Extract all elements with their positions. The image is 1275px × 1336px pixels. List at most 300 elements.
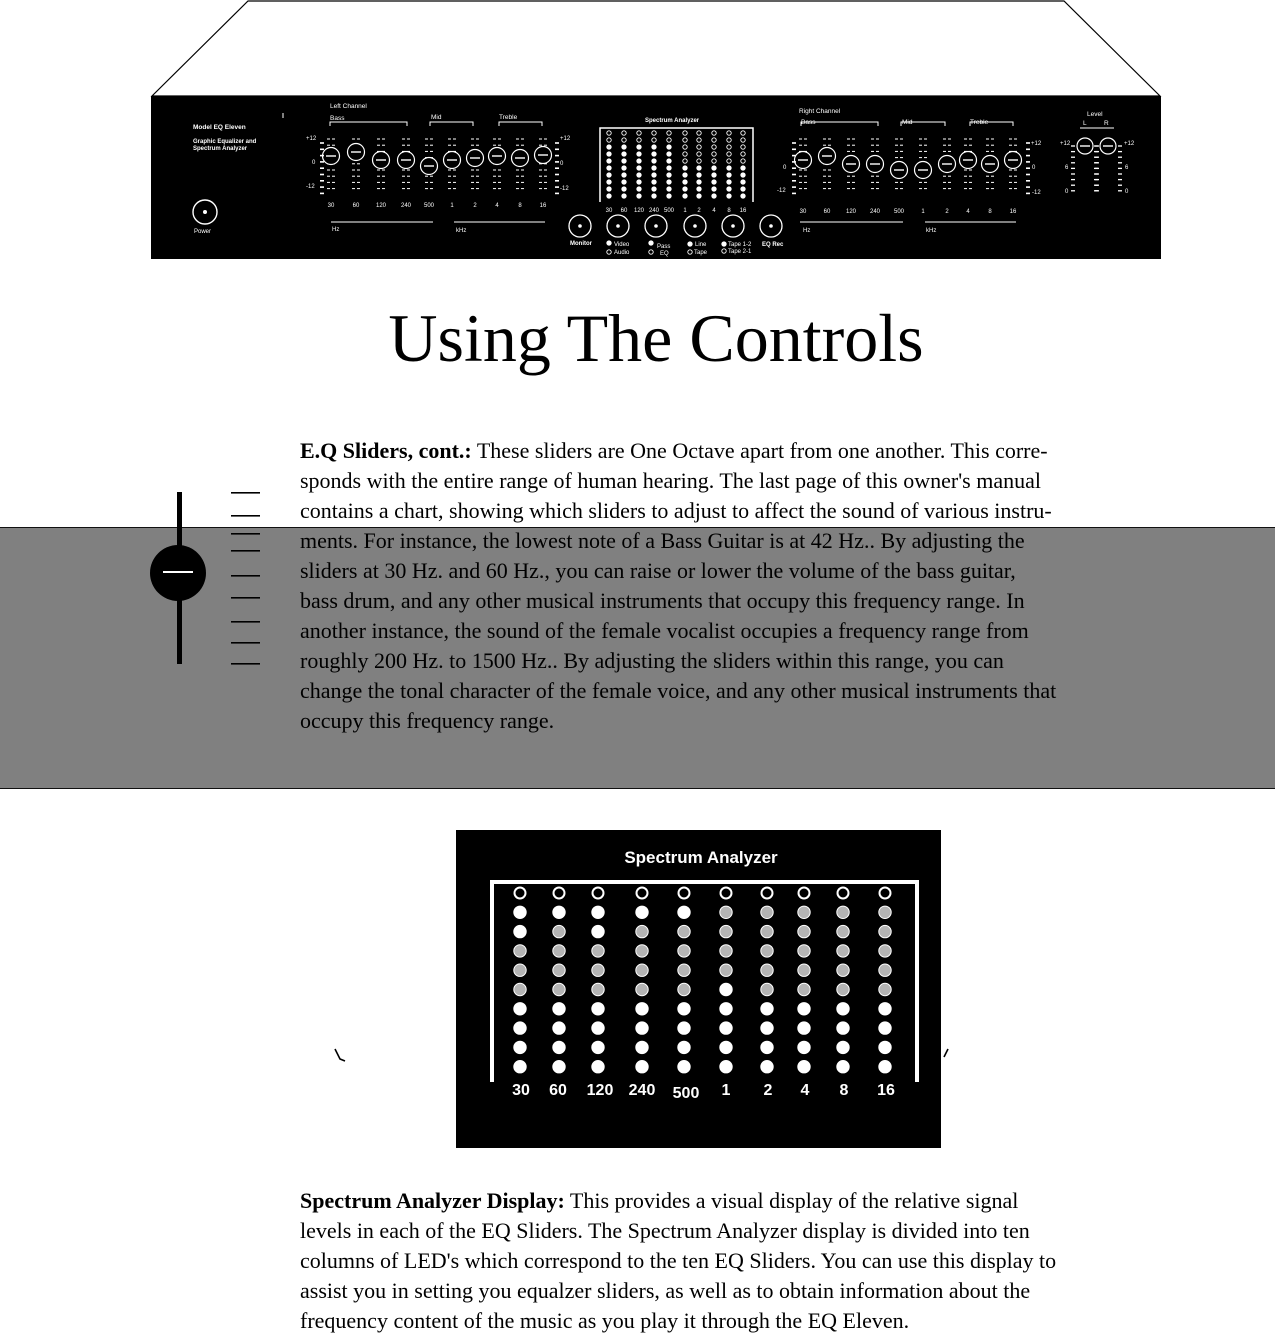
mini-led: [712, 180, 716, 184]
led-col2-row1: [554, 888, 565, 899]
eq-line-5: sliders at 30 Hz. and 60 Hz., you can raise or lower the volume of the bass guitar,: [300, 558, 1016, 583]
mini-led: [607, 187, 611, 191]
left-freq-label: 4: [495, 203, 499, 209]
mini-led: [667, 152, 671, 156]
mini-led: [667, 180, 671, 184]
subtitle-line-2: Spectrum Analyzer: [193, 146, 248, 152]
eq-line-2: sponds with the entire range of human hearing. The last page of this owner's manual: [300, 468, 1041, 493]
led-col8-row5: [798, 964, 810, 976]
led-col7-row4: [761, 945, 773, 957]
mini-led: [667, 159, 671, 163]
right-freq-label: 2: [945, 209, 949, 215]
mini-led: [697, 187, 701, 191]
led-col1-row8: [514, 1022, 526, 1034]
monitor-button-dot: [578, 224, 582, 228]
led-col5-row3: [678, 925, 690, 937]
mini-led: [637, 152, 641, 156]
led-col10-row10: [879, 1061, 891, 1073]
mini-led: [607, 180, 611, 184]
left-accent-mark: [335, 1049, 345, 1061]
eq-line-10: occupy this frequency range.: [300, 708, 555, 733]
led-col4-row9: [636, 1041, 648, 1053]
mini-led: [607, 152, 611, 156]
power-label: Power: [194, 229, 212, 235]
eq-label: EQ: [660, 251, 669, 257]
led-col8-row8: [798, 1022, 810, 1034]
led-col10-row6: [879, 983, 891, 995]
mini-led: [667, 173, 671, 177]
led-col4-row8: [636, 1022, 648, 1034]
led-col7-row7: [761, 1003, 773, 1015]
spectrum-heading: Spectrum Analyzer Display:: [300, 1188, 565, 1213]
led-col9-row9: [837, 1041, 849, 1053]
mini-led: [667, 166, 671, 170]
indicator-led: [688, 242, 692, 246]
level-scale-zero-l: 0: [1065, 189, 1069, 195]
right-accent-mark: [944, 1049, 948, 1057]
mini-led: [607, 166, 611, 170]
right-hz-label: Hz: [803, 228, 811, 234]
power-button-dot: [203, 210, 207, 214]
mini-freq-label: 8: [727, 208, 731, 214]
led-col4-row10: [636, 1061, 648, 1073]
analyzer-freq-label-2: 60: [549, 1082, 567, 1099]
right-freq-label: 30: [799, 209, 807, 215]
led-col5-row8: [678, 1022, 690, 1034]
mini-led: [607, 145, 611, 149]
led-col7-row6: [761, 983, 773, 995]
left-bass-label: Bass: [330, 115, 345, 122]
led-col8-row2: [798, 906, 810, 918]
analyzer-mini-title: Spectrum Analyzer: [645, 118, 700, 124]
slider-scale-tick: [231, 621, 260, 623]
led-col1-row2: [514, 906, 526, 918]
tape12-label: Tape 1-2: [728, 242, 752, 248]
led-col6-row5: [720, 964, 732, 976]
mini-led: [712, 187, 716, 191]
led-col6-row10: [720, 1061, 732, 1073]
led-col4-row3: [636, 925, 648, 937]
level-scale-zero-r: 0: [1125, 189, 1129, 195]
led-col4-row5: [636, 964, 648, 976]
left-hz-label: Hz: [332, 227, 340, 233]
left-khz-label: kHz: [456, 228, 467, 234]
led-col3-row5: [592, 964, 604, 976]
eq-line-8: roughly 200 Hz. to 1500 Hz.. By adjusting the sliders within this range, you can: [300, 648, 1004, 673]
led-col10-row1: [880, 888, 891, 899]
led-col8-row10: [798, 1061, 810, 1073]
level-scale-six-l: 6: [1065, 165, 1069, 171]
device-top-outline: [152, 1, 1160, 96]
left-freq-label: 1: [450, 203, 454, 209]
mini-led: [652, 166, 656, 170]
left-freq-label: 2: [473, 203, 477, 209]
left-freq-label: 60: [352, 203, 360, 209]
mini-led: [652, 145, 656, 149]
right-freq-label: 4: [966, 209, 970, 215]
indicator-led: [607, 241, 611, 245]
mini-led: [683, 166, 687, 170]
right-mid-label: Mid: [902, 119, 913, 126]
eq-line-4: ments. For instance, the lowest note of a Bass Guitar is at 42 Hz.. By adjusting the: [300, 528, 1025, 553]
analyzer-freq-label-9: 8: [839, 1082, 849, 1099]
mini-freq-label: 500: [663, 208, 675, 214]
left-freq-label: 30: [327, 203, 335, 209]
mini-led: [727, 166, 731, 170]
right-bass-label: Bass: [801, 119, 816, 126]
led-col2-row7: [553, 1003, 565, 1015]
mini-led: [607, 159, 611, 163]
mini-led: [712, 194, 716, 198]
led-col9-row4: [837, 945, 849, 957]
mini-led: [637, 194, 641, 198]
analyzer-freq-label-10: 16: [877, 1082, 895, 1099]
slider-scale-tick: [231, 492, 260, 494]
mini-led: [622, 159, 626, 163]
led-col6-row4: [720, 945, 732, 957]
eq-line-6: bass drum, and any other musical instruments that occupy this frequency range. In: [300, 588, 1025, 613]
right-freq-label: 120: [845, 209, 857, 215]
led-col10-row4: [879, 945, 891, 957]
mini-led: [652, 159, 656, 163]
mini-led: [697, 173, 701, 177]
led-col9-row2: [837, 906, 849, 918]
mini-led: [652, 152, 656, 156]
analyzer-title: Spectrum Analyzer: [624, 848, 778, 867]
mini-led: [683, 194, 687, 198]
mini-led: [652, 187, 656, 191]
led-col5-row1: [679, 888, 690, 899]
led-col1-row4: [514, 945, 526, 957]
mini-freq-label: 30: [605, 208, 613, 214]
led-col5-row6: [678, 983, 690, 995]
right-freq-label: 240: [869, 209, 881, 215]
led-col3-row10: [592, 1061, 604, 1073]
led-col1-row7: [514, 1003, 526, 1015]
analyzer-freq-label-5: 500: [672, 1085, 700, 1102]
mini-led: [652, 180, 656, 184]
led-col3-row1: [593, 888, 604, 899]
sa-line-1: This provides a visual display of the relative signal: [564, 1188, 1019, 1213]
led-col7-row8: [761, 1022, 773, 1034]
left-freq-label: 8: [518, 203, 522, 209]
led-col6-row7: [720, 1003, 732, 1015]
slider-scale-tick: [231, 575, 260, 577]
page-title: Using The Controls: [388, 300, 924, 376]
eq-rec-button-dot: [769, 224, 773, 228]
led-col8-row7: [798, 1003, 810, 1015]
indicator-led: [649, 241, 653, 245]
right-freq-label: 1: [921, 209, 925, 215]
level-l-label: L: [1083, 120, 1087, 127]
spectrum-paragraph: [300, 1186, 1168, 1336]
mini-freq-label: 240: [648, 208, 660, 214]
analyzer-freq-label-1: 30: [512, 1082, 530, 1099]
led-col1-row6: [514, 983, 526, 995]
led-col7-row9: [761, 1041, 773, 1053]
mini-led: [667, 145, 671, 149]
mini-led: [607, 194, 611, 198]
left-scale-zero-r: 0: [560, 161, 564, 167]
led-col10-row5: [879, 964, 891, 976]
slider-knob-line: [163, 571, 193, 573]
led-col2-row3: [553, 925, 565, 937]
led-col9-row5: [837, 964, 849, 976]
slider-scale-tick: [231, 642, 260, 644]
mini-led: [727, 187, 731, 191]
led-col3-row6: [592, 983, 604, 995]
mini-freq-label: 16: [739, 208, 747, 214]
analyzer-freq-label-8: 4: [800, 1082, 810, 1099]
eq-line-1: These sliders are One Octave apart from one another. This corre-: [471, 438, 1048, 463]
mini-led: [667, 194, 671, 198]
led-col1-row10: [514, 1061, 526, 1073]
mini-led: [637, 173, 641, 177]
mini-led: [637, 145, 641, 149]
led-col1-row3: [514, 925, 526, 937]
led-col5-row7: [678, 1003, 690, 1015]
spectrum-analyzer-display: [300, 825, 960, 1155]
led-col5-row10: [678, 1061, 690, 1073]
line-tape-button-dot: [693, 224, 697, 228]
left-freq-label: 16: [539, 203, 547, 209]
slider-scale-tick: [231, 515, 260, 517]
mini-led: [622, 180, 626, 184]
led-col5-row4: [678, 945, 690, 957]
led-col4-row1: [637, 888, 648, 899]
led-col9-row10: [837, 1061, 849, 1073]
right-freq-label: 60: [823, 209, 831, 215]
led-col2-row9: [553, 1041, 565, 1053]
right-freq-label: 16: [1009, 209, 1017, 215]
led-col4-row6: [636, 983, 648, 995]
led-col9-row8: [837, 1022, 849, 1034]
sa-line-2: levels in each of the EQ Sliders. The Spectrum Analyzer display is divided into ten: [300, 1218, 1030, 1243]
led-col7-row10: [761, 1061, 773, 1073]
mini-freq-label: 120: [633, 208, 645, 214]
analyzer-freq-label-3: 120: [586, 1082, 614, 1099]
mini-led: [607, 173, 611, 177]
right-freq-label: 500: [893, 209, 905, 215]
mini-led: [622, 152, 626, 156]
left-scale-plus-r: +12: [560, 136, 571, 142]
led-col10-row7: [879, 1003, 891, 1015]
left-scale-minus: -12: [306, 184, 315, 190]
mini-freq-label: 4: [712, 208, 716, 214]
subtitle-line-1: Graphic Equalizer and: [193, 139, 257, 145]
led-col5-row2: [678, 906, 690, 918]
slider-scale-tick: [231, 533, 260, 535]
sa-line-3: columns of LED's which correspond to the ten EQ Sliders. You can use this display to: [300, 1248, 1057, 1273]
led-col6-row9: [720, 1041, 732, 1053]
mini-freq-label: 1: [683, 208, 687, 214]
led-col3-row4: [592, 945, 604, 957]
mini-led: [637, 180, 641, 184]
right-scale-zero-r: 0: [1032, 165, 1036, 171]
mini-led: [697, 180, 701, 184]
eq-line-9: change the tonal character of the female voice, and any other musical instruments that: [300, 678, 1057, 703]
led-col9-row6: [837, 983, 849, 995]
mini-freq-label: 60: [620, 208, 628, 214]
mini-led: [727, 194, 731, 198]
mini-led: [637, 187, 641, 191]
slider-scale-tick: [231, 663, 260, 665]
led-col8-row3: [798, 925, 810, 937]
level-label: Level: [1087, 111, 1103, 118]
analyzer-freq-label-6: 1: [721, 1082, 731, 1099]
mini-led: [622, 173, 626, 177]
equalizer-front-panel: [0, 0, 1275, 262]
right-scale-plus-r: +12: [1031, 141, 1042, 147]
slider-scale-tick: [231, 597, 260, 599]
mini-led: [741, 173, 745, 177]
led-col10-row9: [879, 1041, 891, 1053]
led-col8-row6: [798, 983, 810, 995]
analyzer-freq-label-7: 2: [763, 1082, 773, 1099]
led-col9-row3: [837, 925, 849, 937]
led-col7-row3: [761, 925, 773, 937]
video-label: Video: [614, 242, 630, 248]
mini-led: [622, 166, 626, 170]
led-col1-row9: [514, 1041, 526, 1053]
mini-led: [683, 173, 687, 177]
led-col4-row2: [636, 906, 648, 918]
led-col6-row1: [721, 888, 732, 899]
mini-led: [697, 194, 701, 198]
sa-line-4: assist you in setting you equalzer sliders, as well as to obtain information about the: [300, 1278, 1031, 1303]
mini-led: [622, 187, 626, 191]
mini-led: [741, 194, 745, 198]
mini-led: [637, 159, 641, 163]
led-col9-row1: [838, 888, 849, 899]
right-freq-label: 8: [988, 209, 992, 215]
led-col8-row1: [799, 888, 810, 899]
led-col9-row7: [837, 1003, 849, 1015]
left-freq-label: 240: [400, 203, 412, 209]
led-col5-row5: [678, 964, 690, 976]
left-channel-label: Left Channel: [330, 103, 367, 110]
eq-rec-label: EQ Rec: [762, 242, 784, 248]
tape21-label: Tape 2-1: [728, 249, 752, 255]
indicator-led: [722, 242, 726, 246]
led-col4-row7: [636, 1003, 648, 1015]
eq-line-7: another instance, the sound of the female vocalist occupies a frequency range from: [300, 618, 1029, 643]
mini-led: [622, 194, 626, 198]
mini-led: [712, 173, 716, 177]
left-freq-label: 500: [423, 203, 435, 209]
audio-label: Audio: [614, 250, 630, 256]
left-scale-minus-r: -12: [560, 186, 569, 192]
right-scale-minus-r: -12: [1032, 190, 1041, 196]
led-col6-row8: [720, 1022, 732, 1034]
slider-scale-tick: [231, 550, 260, 552]
mini-led: [622, 145, 626, 149]
led-col6-row6: [720, 983, 732, 995]
mini-led: [697, 166, 701, 170]
eq-sliders-heading: E.Q Sliders, cont.:: [300, 438, 472, 463]
led-col2-row2: [553, 906, 565, 918]
left-mid-label: Mid: [431, 114, 442, 121]
mini-led: [741, 180, 745, 184]
led-col3-row3: [592, 925, 604, 937]
led-col5-row9: [678, 1041, 690, 1053]
mini-led: [683, 187, 687, 191]
monitor-label: Monitor: [570, 241, 592, 247]
led-col3-row9: [592, 1041, 604, 1053]
level-scale-plus-l: +12: [1060, 141, 1071, 147]
led-col6-row3: [720, 925, 732, 937]
led-col8-row4: [798, 945, 810, 957]
led-col6-row2: [720, 906, 732, 918]
led-col8-row9: [798, 1041, 810, 1053]
led-col10-row3: [879, 925, 891, 937]
led-col2-row4: [553, 945, 565, 957]
mini-led: [741, 166, 745, 170]
led-col3-row7: [592, 1003, 604, 1015]
led-col7-row5: [761, 964, 773, 976]
level-scale-plus-r: +12: [1124, 141, 1135, 147]
eq-sliders-paragraph: [300, 436, 1168, 736]
led-col7-row1: [762, 888, 773, 899]
led-col7-row2: [761, 906, 773, 918]
analyzer-freq-label-4: 240: [628, 1082, 656, 1099]
mini-led: [667, 187, 671, 191]
left-treble-label: Treble: [499, 114, 518, 121]
mini-freq-label: 2: [697, 208, 701, 214]
mini-led: [712, 166, 716, 170]
led-col2-row10: [553, 1061, 565, 1073]
left-scale-plus: +12: [306, 136, 317, 142]
led-col4-row4: [636, 945, 648, 957]
tape-dub-button-dot: [731, 224, 735, 228]
right-treble-label: Treble: [970, 119, 989, 126]
pass-eq-button-dot: [654, 224, 658, 228]
led-col3-row2: [592, 906, 604, 918]
line-label: Line: [695, 242, 707, 248]
mini-led: [741, 187, 745, 191]
led-col2-row8: [553, 1022, 565, 1034]
right-channel-label: Right Channel: [799, 108, 841, 115]
right-scale-minus: -12: [777, 188, 786, 194]
led-col2-row5: [553, 964, 565, 976]
mini-led: [652, 173, 656, 177]
mini-led: [727, 180, 731, 184]
level-scale-six-r: 6: [1125, 165, 1129, 171]
slider-illustration: [140, 485, 280, 675]
led-col10-row2: [879, 906, 891, 918]
left-scale-zero: 0: [312, 160, 316, 166]
mini-led: [637, 166, 641, 170]
level-r-label: R: [1104, 120, 1109, 127]
led-col2-row6: [553, 983, 565, 995]
led-col1-row5: [514, 964, 526, 976]
sa-line-5: frequency content of the music as you play it through the EQ Eleven.: [300, 1308, 910, 1333]
led-col10-row8: [879, 1022, 891, 1034]
mini-led: [683, 180, 687, 184]
led-col1-row1: [515, 888, 526, 899]
video-audio-button-dot: [616, 224, 620, 228]
model-label: Model EQ Eleven: [193, 124, 246, 131]
led-col3-row8: [592, 1022, 604, 1034]
right-khz-label: kHz: [926, 228, 937, 234]
pass-label: Pass: [657, 244, 671, 250]
right-scale-zero: 0: [783, 165, 787, 171]
mini-led: [652, 194, 656, 198]
eq-line-3: contains a chart, showing which sliders to adjust to affect the sound of various instru-: [300, 498, 1052, 523]
tape-label: Tape: [694, 250, 708, 256]
left-freq-label: 120: [375, 203, 387, 209]
mini-led: [727, 173, 731, 177]
